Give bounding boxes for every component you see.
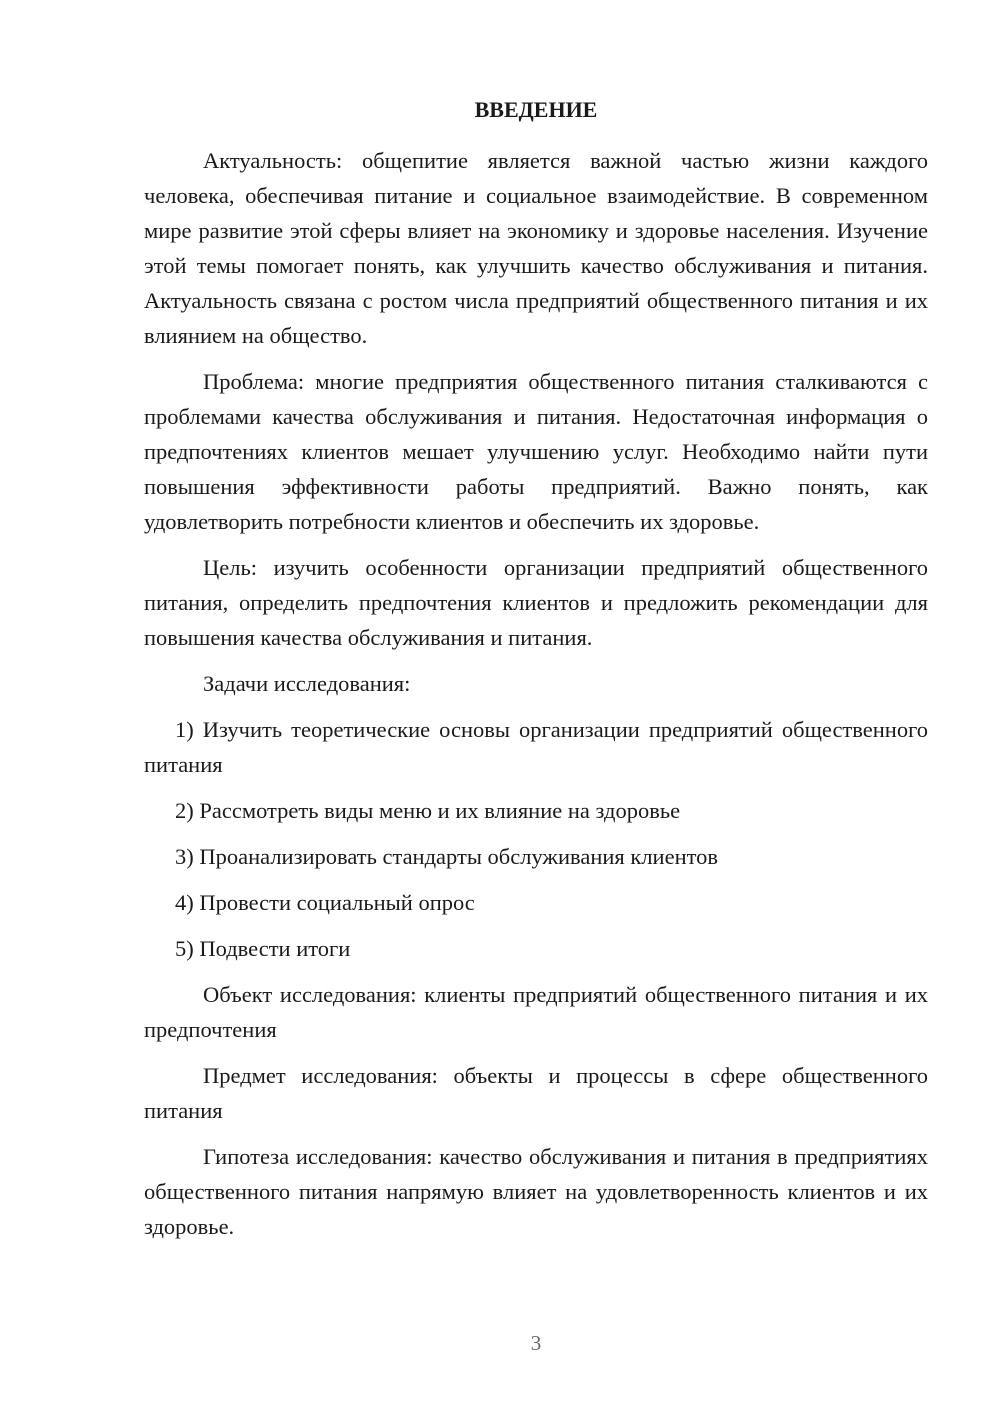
subject-paragraph: Предмет исследования: объекты и процессы в сфере общественного питания (144, 1063, 928, 1123)
task-item: 2) Рассмотреть виды меню и их влияние на здоровье (175, 798, 681, 823)
problem-paragraph: Проблема: многие предприятия общественного питания сталкиваются с проблемами качества обслуживания и питания. Недостаточная информация о предпочтениях клиентов мешает улучшению услуг. Необходимо найти пути повышения эффективности работы предприятий. Важно понять, как удовлетворить потребности клиентов и обеспечить их здоровье. (144, 369, 928, 534)
task-item: 1) Изучить теоретические основы организации предприятий общественного питания (144, 717, 928, 777)
tasks-list (144, 712, 928, 966)
goal-paragraph: Цель: изучить особенности организации предприятий общественного питания, определить предпочтения клиентов и предложить рекомендации для повышения качества обслуживания и питания. (144, 555, 928, 650)
task-item: 5) Подвести итоги (175, 936, 351, 961)
page-title: ВВЕДЕНИЕ (474, 97, 598, 122)
document-page (144, 92, 928, 1255)
task-item: 3) Проанализировать стандарты обслуживания клиентов (175, 844, 719, 869)
page-number: 3 (530, 1331, 542, 1355)
hypothesis-paragraph: Гипотеза исследования: качество обслуживания и питания в предприятиях общественного питания напрямую влияет на удовлетворенность клиентов и их здоровье. (144, 1144, 928, 1239)
task-item: 4) Провести социальный опрос (175, 890, 475, 915)
relevance-paragraph: Актуальность: общепитие является важной частью жизни каждого человека, обеспечивая питание и социальное взаимодействие. В современном мире развитие этой сферы влияет на экономику и здоровье населения. Изучение этой темы помогает понять, как улучшить качество обслуживания и питания. Актуальность связана с ростом числа предприятий общественного питания и их влиянием на общество. (144, 148, 928, 348)
object-paragraph: Объект исследования: клиенты предприятий общественного питания и их предпочтения (144, 982, 928, 1042)
tasks-heading: Задачи исследования: (203, 671, 411, 696)
